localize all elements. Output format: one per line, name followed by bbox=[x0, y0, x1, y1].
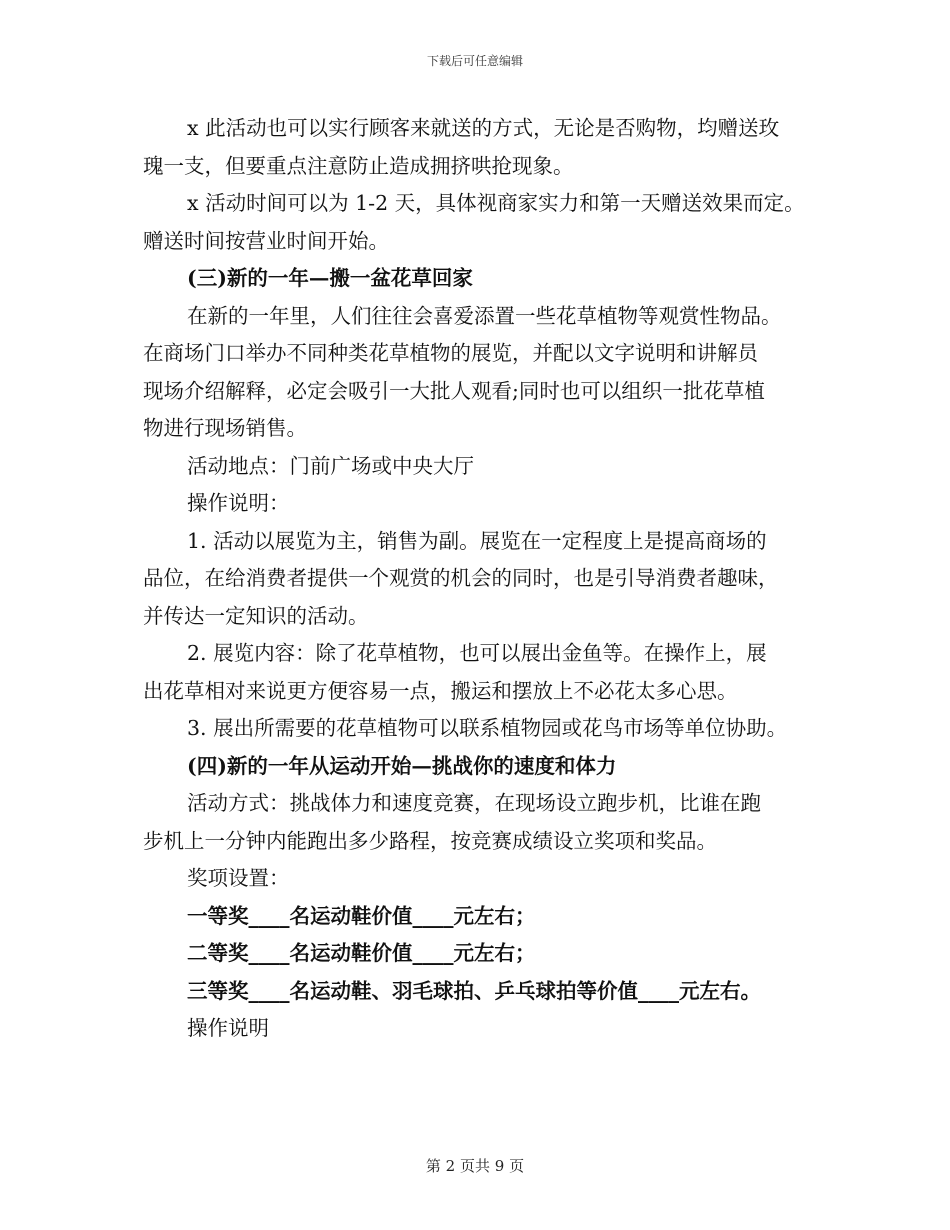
text-line: 在新的一年里，人们往往会喜爱添置一些花草植物等观赏性物品。 bbox=[187, 303, 782, 328]
text-line: 2. 展览内容：除了花草植物，也可以展出金鱼等。在操作上，展 bbox=[187, 641, 767, 665]
page-footer: 第 2 页共 9 页 bbox=[425, 1157, 525, 1175]
text-line: 一等奖____名运动鞋价值____元左右； bbox=[187, 903, 536, 928]
text-line: 并传达一定知识的活动。 bbox=[143, 603, 369, 628]
text-line: x 活动时间可以为 1-2 天，具体视商家实力和第一天赠送效果而定。 bbox=[187, 191, 805, 215]
text-line: 现场介绍解释，必定会吸引一大批人观看;同时也可以组织一批花草植 bbox=[143, 378, 765, 403]
text-line: 出花草相对来说更方便容易一点，搬运和摆放上不必花太多心思。 bbox=[143, 678, 738, 703]
text-line: (四)新的一年从运动开始—挑战你的速度和体力 bbox=[187, 753, 617, 778]
text-line: 1. 活动以展览为主，销售为副。展览在一定程度上是提高商场的 bbox=[187, 528, 767, 553]
text-line: 品位，在给消费者提供一个观赏的机会的同时，也是引导消费者趣味， bbox=[143, 566, 779, 590]
text-line: 瑰一支，但要重点注意防止造成拥挤哄抢现象。 bbox=[143, 153, 574, 178]
text-line: 活动地点：门前广场或中央大厅 bbox=[187, 453, 474, 478]
text-line: 活动方式：挑战体力和速度竞赛，在现场设立跑步机，比谁在跑 bbox=[187, 791, 761, 815]
text-line: x 此活动也可以实行顾客来就送的方式，无论是否购物，均赠送玫 bbox=[187, 116, 780, 140]
text-line: 三等奖____名运动鞋、羽毛球拍、乒乓球拍等价值____元左右。 bbox=[187, 978, 761, 1003]
text-line: 在商场门口举办不同种类花草植物的展览，并配以文字说明和讲解员 bbox=[143, 341, 758, 365]
document-body bbox=[143, 110, 823, 1048]
text-line: 奖项设置： bbox=[187, 866, 290, 890]
text-line: 操作说明 bbox=[187, 1016, 269, 1040]
text-line: (三)新的一年—搬一盆花草回家 bbox=[187, 266, 473, 290]
text-line: 二等奖____名运动鞋价值____元左右； bbox=[187, 941, 536, 965]
text-line: 赠送时间按营业时间开始。 bbox=[143, 228, 389, 253]
page-header: 下载后可任意编辑 bbox=[426, 54, 523, 68]
text-line: 步机上一分钟内能跑出多少路程，按竞赛成绩设立奖项和奖品。 bbox=[143, 828, 717, 853]
text-line: 3. 展出所需要的花草植物可以联系植物园或花鸟市场等单位协助。 bbox=[187, 716, 788, 740]
text-line: 操作说明： bbox=[187, 491, 290, 515]
text-line: 物进行现场销售。 bbox=[143, 416, 307, 440]
